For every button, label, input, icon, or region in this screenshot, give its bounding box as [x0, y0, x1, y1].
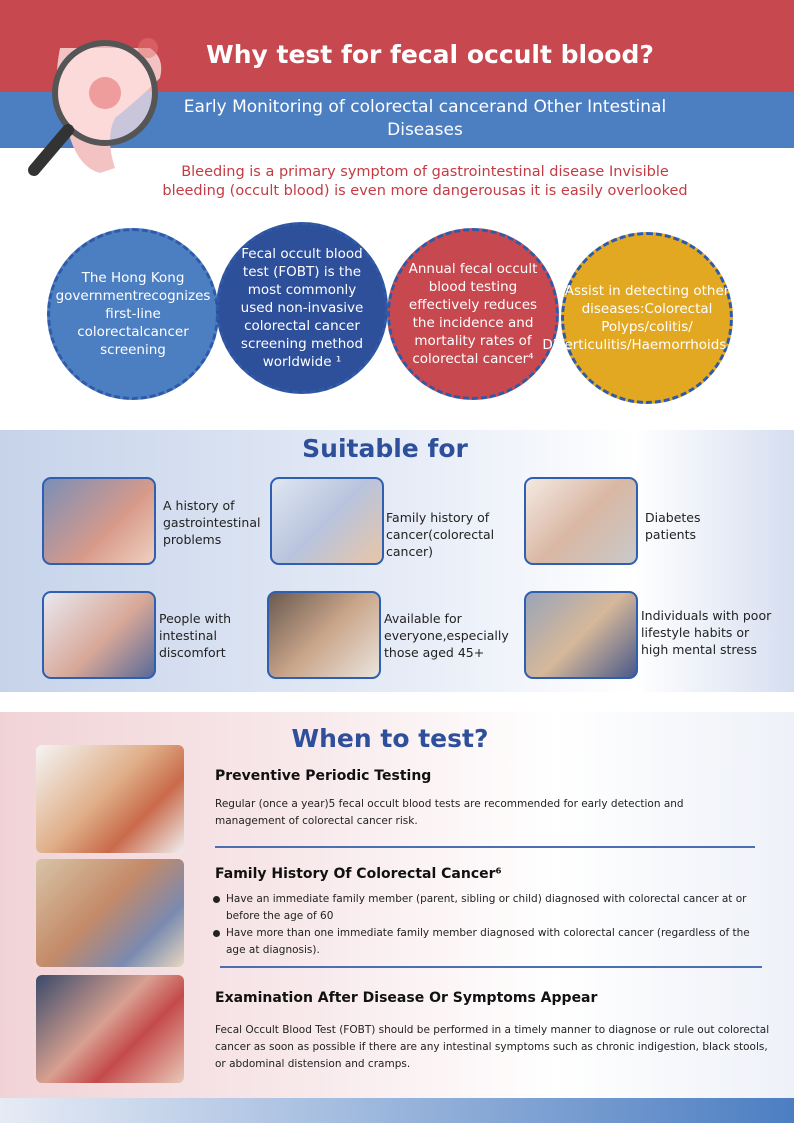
section-body: Regular (once a year)5 fecal occult blood tests are recommended for early detection and management of colorectal cancer risk. [215, 798, 684, 827]
circle-text: Assist in detecting other diseases:Colorectal Polyps/colitis/ Diverticulitis/Haemorrhoids,etc [542, 283, 752, 353]
circle-fobt [216, 222, 388, 394]
bullet-list [213, 891, 768, 959]
page-title: Why test for fecal occult blood? [206, 40, 654, 69]
photo-diabetes [524, 477, 638, 565]
photo-abdominal-pain [36, 975, 184, 1083]
photo-stomach-pain [42, 477, 156, 565]
suitable-item-text: Family history of cancer(colorectal cancer) [386, 510, 495, 559]
circle-text: Fecal occult blood test (FOBT) is the most commonly used non-invasive colorectal cancer screening method worldwide ¹ [240, 246, 364, 370]
suitable-item-text: A history of gastrointestinal problems [163, 498, 261, 547]
photo-elderly-group [267, 591, 381, 679]
section-title: Examination After Disease Or Symptoms Appear [215, 990, 598, 1006]
photo-family-group [36, 859, 184, 967]
intro-text: Bleeding is a primary symptom of gastrointestinal disease Invisible bleeding (occult blood) is even more dangerousas it is easily overlooked [162, 164, 688, 199]
photo-intestine-model [36, 745, 184, 853]
photo-family-history [270, 477, 384, 565]
list-item: Have more than one immediate family member diagnosed with colorectal cancer (regardless of the age at diagnosis). [213, 925, 768, 959]
circle-other-diseases [542, 232, 752, 404]
section-divider [220, 966, 762, 968]
footer-bar [0, 1098, 794, 1123]
photo-intestinal-discomfort [42, 591, 156, 679]
circle-text: Annual fecal occult blood testing effectively reduces the incidence and mortality rates of colorectal cancer⁴ [408, 261, 538, 367]
section-body: Fecal Occult Blood Test (FOBT) should be performed in a timely manner to diagnose or rule out colorectal cancer as soon as possible if there are any intestinal symptoms such as chronic indigestion, black stools, or abdominal distension and cramps. [215, 1024, 770, 1070]
photo-stressed-person [524, 591, 638, 679]
suitable-item-text: Individuals with poor lifestyle habits or high mental stress [641, 608, 772, 657]
when-title: When to test? [291, 724, 489, 753]
suitable-item-text: Available for everyone,especially those aged 45+ [384, 611, 509, 660]
suitable-item-text: People with intestinal discomfort [159, 611, 232, 660]
page-subtitle: Early Monitoring of colorectal cancerand Other Intestinal Diseases [183, 97, 667, 140]
list-item: Have an immediate family member (parent, sibling or child) diagnosed with colorectal cancer at or before the age of 60 [213, 891, 768, 925]
suitable-title: Suitable for [302, 434, 468, 463]
suitable-item-text: Diabetes patients [645, 510, 701, 542]
circle-annual [387, 228, 559, 400]
circle-government [47, 228, 219, 400]
circle-text: The Hong Kong governmentrecognizes first-line colorectalcancer screening [55, 270, 211, 358]
section-title: Family History Of Colorectal Cancer⁶ [215, 866, 502, 882]
section-title: Preventive Periodic Testing [215, 768, 432, 784]
section-divider [215, 846, 755, 848]
